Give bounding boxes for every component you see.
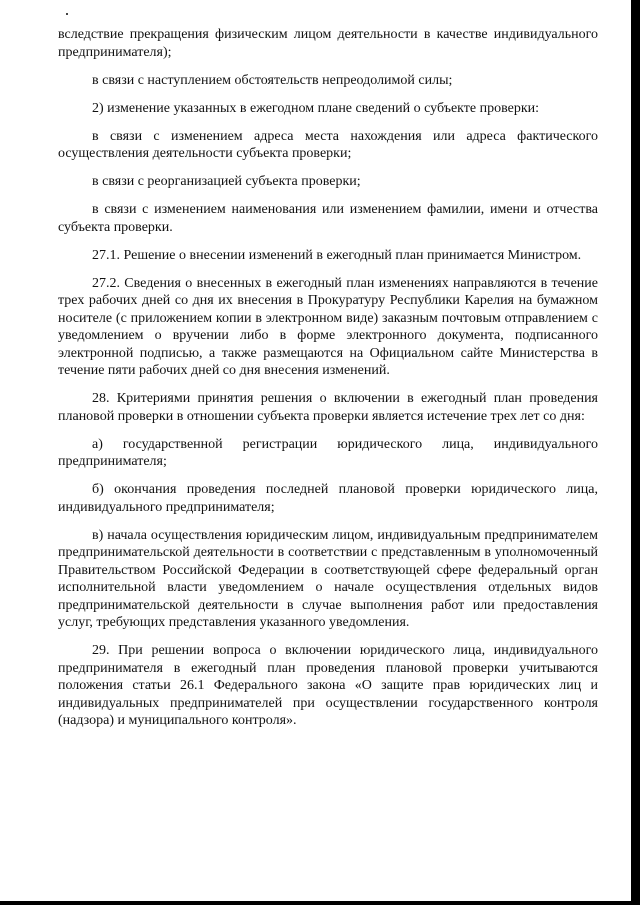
- paragraph-continuation: вследствие прекращения физическим лицом деятельности в качестве индивидуального предпринимателя);: [58, 27, 598, 60]
- paragraph-address-change: в связи с изменением адреса места нахождения или адреса фактического осуществления деятельности субъекта проверки;: [58, 128, 598, 161]
- paragraph-27-2: 27.2. Сведения о внесенных в ежегодный план изменениях направляются в течение трех рабочих дней со дня их внесения в Прокуратуру Республики Карелия на бумажном носителе (с приложением копии в электронном виде) заказным почтовым отправлением с уведомлением о вручении либо в форме электронного документа, подписанного электронной подписью, а также размещаются на Официальном сайте Министерства в течение пяти рабочих дней со дня внесения изменений.: [58, 275, 598, 378]
- paragraph-28: 28. Критериями принятия решения о включении в ежегодный план проведения плановой проверки в отношении субъекта проверки является истечение трех лет со дня:: [58, 391, 598, 424]
- scan-edge-right: [631, 0, 640, 905]
- document-body: [58, 26, 598, 740]
- paragraph-27-1: 27.1. Решение о внесении изменений в ежегодный план принимается Министром.: [92, 247, 582, 263]
- paragraph-29: 29. При решении вопроса о включении юридического лица, индивидуального предпринимателя в ежегодный план проведения плановой проверки учитываются положения статьи 26.1 Федерального закона «О защите прав юридических лиц и индивидуальных предпринимателей при осуществлении государственного контроля (надзора) и муниципального контроля».: [58, 643, 598, 728]
- scan-speck: [66, 13, 68, 15]
- scan-edge-bottom: [0, 901, 640, 905]
- paragraph-reorganization: в связи с реорганизацией субъекта проверки;: [92, 174, 361, 189]
- paragraph-name-change: в связи с изменением наименования или изменением фамилии, имени и отчества субъекта проверки.: [58, 202, 598, 235]
- paragraph-item-2: 2) изменение указанных в ежегодном плане сведений о субъекте проверки:: [92, 100, 540, 116]
- paragraph-28-b: б) окончания проведения последней плановой проверки юридического лица, индивидуального предпринимателя;: [58, 482, 598, 515]
- paragraph-force-majeure: в связи с наступлением обстоятельств непреодолимой силы;: [92, 72, 453, 88]
- paragraph-28-v: в) начала осуществления юридическим лицом, индивидуальным предпринимателем предпринимательской деятельности в соответствии с представленным в уполномоченный Правительством Российской Федерации в соответствующей сфере федеральный орган исполнительной власти уведомлением о начале осуществления отдельных видов предпринимательской деятельности в случае выполнения работ или предоставления услуг, требующих представления указанного уведомления.: [58, 527, 598, 630]
- paragraph-28-a: а) государственной регистрации юридического лица, индивидуального предпринимателя;: [58, 436, 598, 469]
